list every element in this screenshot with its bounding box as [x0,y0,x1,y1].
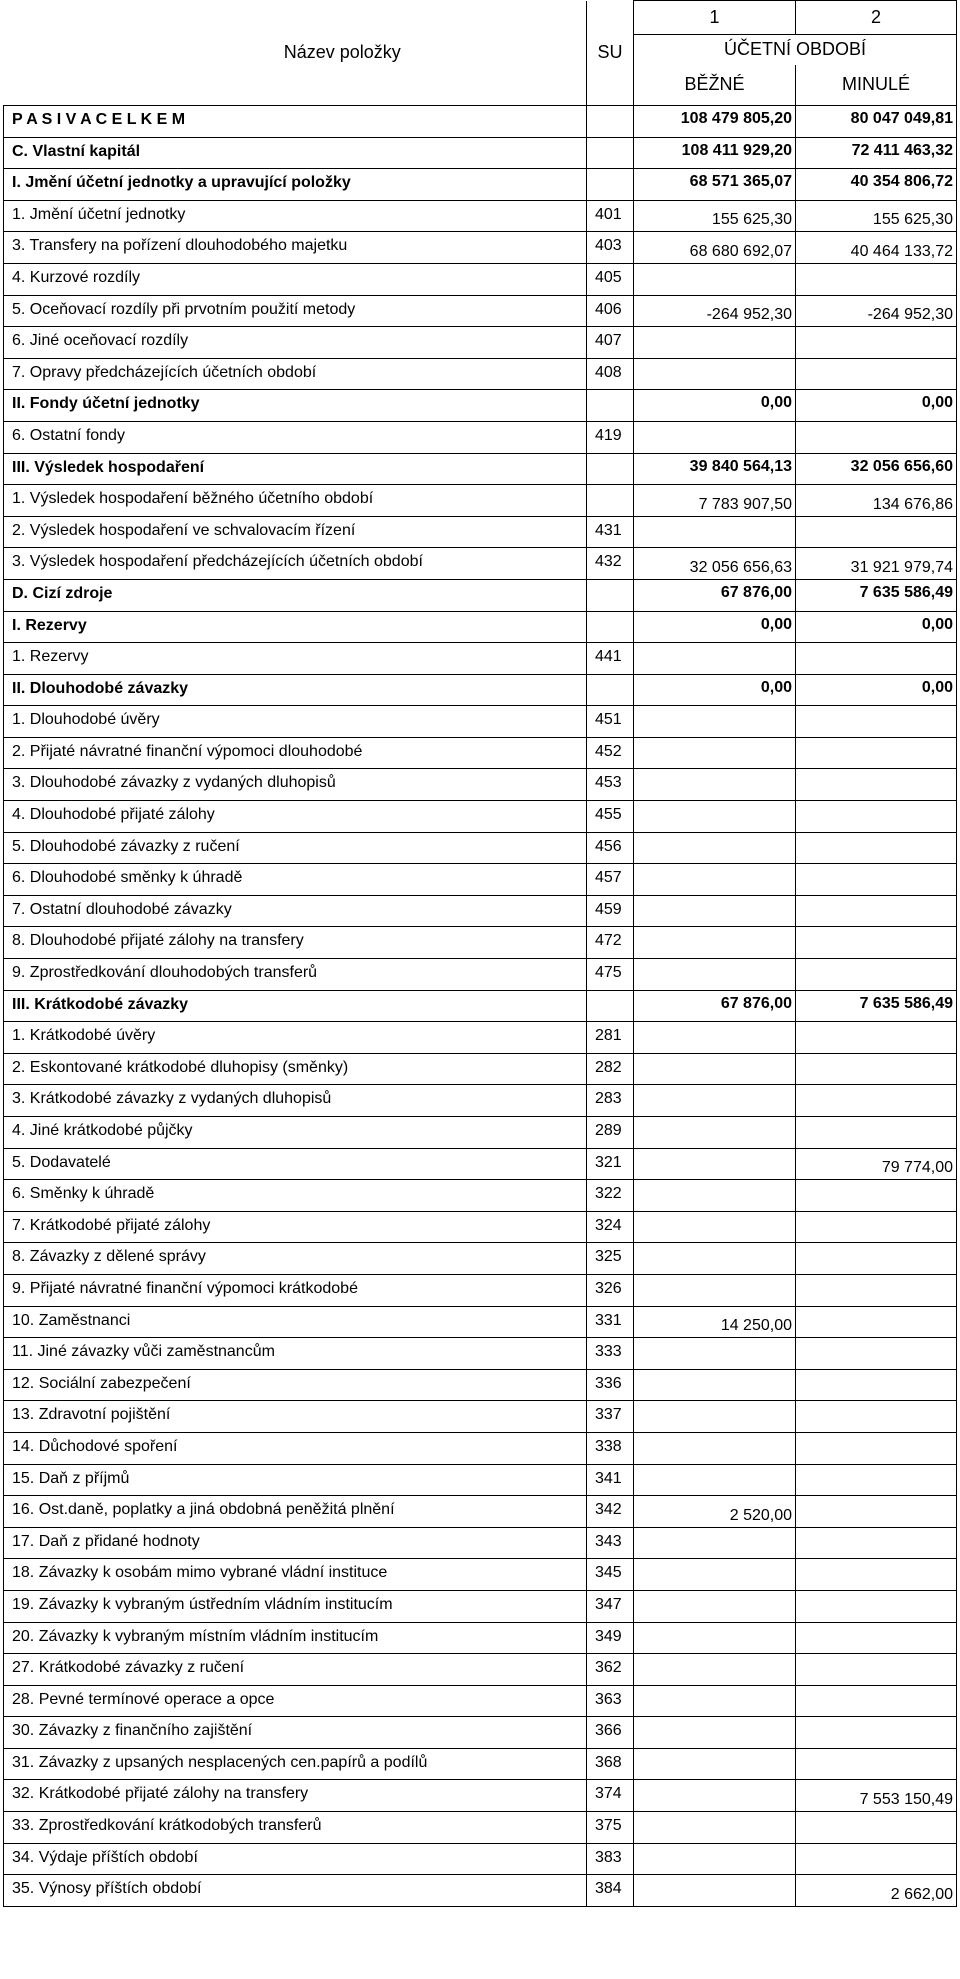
row-su [587,579,634,611]
row-name: 30. Závazky z finančního zajištění [4,1717,587,1749]
row-previous-value [796,1180,957,1212]
row-previous-value [796,1622,957,1654]
table-row [4,1812,957,1844]
row-current-value [634,643,796,675]
row-su [587,611,634,643]
table-row [4,453,957,485]
row-previous-value [796,1022,957,1054]
row-su: 475 [587,959,634,991]
row-su [587,674,634,706]
row-su: 401 [587,200,634,232]
row-previous-value [796,1464,957,1496]
row-name: 3. Dlouhodobé závazky z vydaných dluhopisů [4,769,587,801]
row-su [587,390,634,422]
row-name: 15. Daň z příjmů [4,1464,587,1496]
table-row [4,895,957,927]
table-row [4,1053,957,1085]
row-current-value: 67 876,00 [634,990,796,1022]
row-name: III. Výsledek hospodaření [4,453,587,485]
row-previous-value [796,1685,957,1717]
row-name: 6. Jiné oceňovací rozdíly [4,327,587,359]
row-previous-value [796,1401,957,1433]
row-current-value [634,1432,796,1464]
row-previous-value [796,358,957,390]
table-row [4,864,957,896]
table-row [4,327,957,359]
row-name: I. Rezervy [4,611,587,643]
row-name: 12. Sociální zabezpečení [4,1369,587,1401]
row-name: 10. Zaměstnanci [4,1306,587,1338]
row-current-value [634,1148,796,1180]
row-current-value: -264 952,30 [634,295,796,327]
row-previous-value [796,1338,957,1370]
row-current-value [634,263,796,295]
row-su: 347 [587,1590,634,1622]
table-row [4,990,957,1022]
row-name: 19. Závazky k vybraným ústředním vládním institucím [4,1590,587,1622]
row-previous-value [796,421,957,453]
row-su: 362 [587,1654,634,1686]
row-previous-value [796,643,957,675]
row-su: 321 [587,1148,634,1180]
row-su: 283 [587,1085,634,1117]
row-previous-value [796,1432,957,1464]
row-name: P A S I V A C E L K E M [4,106,587,138]
row-previous-value: 31 921 979,74 [796,548,957,580]
row-name: 13. Zdravotní pojištění [4,1401,587,1433]
row-current-value: 67 876,00 [634,579,796,611]
row-current-value [634,1369,796,1401]
row-previous-value [796,1274,957,1306]
row-name: I. Jmění účetní jednotky a upravující položky [4,169,587,201]
row-current-value [634,421,796,453]
row-su: 326 [587,1274,634,1306]
table-row [4,643,957,675]
row-su: 431 [587,516,634,548]
row-su: 452 [587,737,634,769]
header-col-1: 1 [634,1,796,35]
row-name: 1. Krátkodobé úvěry [4,1022,587,1054]
table-row [4,137,957,169]
row-previous-value: 7 635 586,49 [796,579,957,611]
row-current-value [634,927,796,959]
table-row [4,390,957,422]
row-su: 457 [587,864,634,896]
table-row [4,801,957,833]
row-previous-value [796,1748,957,1780]
row-previous-value: 0,00 [796,611,957,643]
row-name: II. Dlouhodobé závazky [4,674,587,706]
row-name: 32. Krátkodobé přijaté zálohy na transfery [4,1780,587,1812]
row-su: 324 [587,1211,634,1243]
row-current-value: 14 250,00 [634,1306,796,1338]
row-previous-value [796,1717,957,1749]
row-name: II. Fondy účetní jednotky [4,390,587,422]
table-row [4,1148,957,1180]
row-current-value [634,832,796,864]
table-row [4,1401,957,1433]
table-row [4,295,957,327]
row-su: 366 [587,1717,634,1749]
table-row [4,1306,957,1338]
row-su: 405 [587,263,634,295]
row-previous-value: 72 411 463,32 [796,137,957,169]
row-name: 3. Výsledek hospodaření předcházejících účetních období [4,548,587,580]
row-name: 5. Dlouhodobé závazky z ručení [4,832,587,864]
row-previous-value: 0,00 [796,390,957,422]
row-current-value [634,1464,796,1496]
row-name: D. Cizí zdroje [4,579,587,611]
header-item-name [4,1,587,106]
row-su [587,990,634,1022]
row-su [587,106,634,138]
row-current-value [634,1211,796,1243]
liabilities-table [3,0,957,1907]
table-row [4,263,957,295]
row-su: 343 [587,1527,634,1559]
row-previous-value [796,706,957,738]
row-previous-value: 7 635 586,49 [796,990,957,1022]
row-previous-value [796,516,957,548]
table-row [4,1464,957,1496]
row-current-value [634,1243,796,1275]
row-current-value [634,1717,796,1749]
row-current-value [634,1022,796,1054]
table-row [4,1243,957,1275]
row-previous-value [796,1496,957,1528]
row-current-value [634,1274,796,1306]
table-row [4,737,957,769]
row-su: 342 [587,1496,634,1528]
row-previous-value [796,1306,957,1338]
table-row [4,579,957,611]
table-row [4,769,957,801]
table-row [4,1527,957,1559]
row-previous-value: 155 625,30 [796,200,957,232]
row-name: 2. Přijaté návratné finanční výpomoci dlouhodobé [4,737,587,769]
row-su: 337 [587,1401,634,1433]
row-previous-value [796,1211,957,1243]
table-row [4,516,957,548]
row-su: 336 [587,1369,634,1401]
row-name: 20. Závazky k vybraným místním vládním institucím [4,1622,587,1654]
row-current-value: 39 840 564,13 [634,453,796,485]
header-su: SU [587,1,634,106]
row-su: 282 [587,1053,634,1085]
row-name: 11. Jiné závazky vůči zaměstnancům [4,1338,587,1370]
row-su: 406 [587,295,634,327]
table-row [4,1559,957,1591]
row-previous-value [796,1243,957,1275]
table-row [4,1780,957,1812]
row-su: 384 [587,1875,634,1907]
row-previous-value [796,1654,957,1686]
table-row [4,1875,957,1907]
row-name: C. Vlastní kapitál [4,137,587,169]
row-previous-value [796,1117,957,1149]
row-name: 5. Oceňovací rozdíly při prvotním použití metody [4,295,587,327]
row-name: 9. Přijaté návratné finanční výpomoci krátkodobé [4,1274,587,1306]
row-su: 407 [587,327,634,359]
row-previous-value [796,1527,957,1559]
row-name: 6. Ostatní fondy [4,421,587,453]
row-name: 9. Zprostředkování dlouhodobých transferů [4,959,587,991]
row-current-value [634,1780,796,1812]
row-su [587,453,634,485]
row-su: 441 [587,643,634,675]
row-name: III. Krátkodobé závazky [4,990,587,1022]
row-current-value: 2 520,00 [634,1496,796,1528]
table-row [4,674,957,706]
row-current-value: 0,00 [634,390,796,422]
header-item-name-label: Název položky [283,42,401,63]
table-row [4,832,957,864]
row-name: 1. Rezervy [4,643,587,675]
row-previous-value [796,1843,957,1875]
header-previous: MINULÉ [796,65,957,106]
row-name: 5. Dodavatelé [4,1148,587,1180]
table-row [4,1274,957,1306]
row-previous-value: 80 047 049,81 [796,106,957,138]
row-current-value [634,1748,796,1780]
row-su: 281 [587,1022,634,1054]
row-previous-value [796,1085,957,1117]
row-su: 432 [587,548,634,580]
row-current-value [634,1685,796,1717]
row-current-value [634,1053,796,1085]
row-current-value [634,1875,796,1907]
table-row [4,1685,957,1717]
row-name: 33. Zprostředkování krátkodobých transferů [4,1812,587,1844]
row-su: 456 [587,832,634,864]
row-su: 331 [587,1306,634,1338]
row-current-value: 0,00 [634,674,796,706]
row-current-value: 68 571 365,07 [634,169,796,201]
table-row [4,1338,957,1370]
row-name: 34. Výdaje příštích období [4,1843,587,1875]
row-previous-value [796,1812,957,1844]
table-row [4,169,957,201]
row-name: 2. Eskontované krátkodobé dluhopisy (směnky) [4,1053,587,1085]
row-previous-value [796,327,957,359]
row-name: 2. Výsledek hospodaření ve schvalovacím řízení [4,516,587,548]
row-current-value [634,1338,796,1370]
row-su: 451 [587,706,634,738]
table-row [4,232,957,264]
row-current-value [634,1812,796,1844]
row-current-value: 108 411 929,20 [634,137,796,169]
row-su: 363 [587,1685,634,1717]
table-row [4,1432,957,1464]
row-current-value: 155 625,30 [634,200,796,232]
row-previous-value: 40 464 133,72 [796,232,957,264]
row-current-value [634,769,796,801]
row-su: 375 [587,1812,634,1844]
table-row [4,1843,957,1875]
row-previous-value [796,1590,957,1622]
row-current-value [634,1590,796,1622]
row-name: 4. Jiné krátkodobé půjčky [4,1117,587,1149]
table-row [4,106,957,138]
row-name: 27. Krátkodobé závazky z ručení [4,1654,587,1686]
row-name: 8. Závazky z dělené správy [4,1243,587,1275]
table-row [4,1180,957,1212]
row-su: 455 [587,801,634,833]
row-current-value [634,1180,796,1212]
table-row [4,1748,957,1780]
row-su: 419 [587,421,634,453]
row-name: 17. Daň z přidané hodnoty [4,1527,587,1559]
table-row [4,1369,957,1401]
row-su: 408 [587,358,634,390]
row-su: 368 [587,1748,634,1780]
row-current-value [634,1085,796,1117]
table-row [4,200,957,232]
row-current-value [634,1559,796,1591]
table-row [4,927,957,959]
row-previous-value: -264 952,30 [796,295,957,327]
row-su [587,485,634,517]
row-name: 28. Pevné termínové operace a opce [4,1685,587,1717]
row-current-value [634,801,796,833]
row-su: 403 [587,232,634,264]
row-previous-value [796,737,957,769]
table-body [4,1,957,1907]
header-row-numbers [4,1,957,35]
row-name: 16. Ost.daně, poplatky a jiná obdobná peněžitá plnění [4,1496,587,1528]
row-current-value [634,1117,796,1149]
row-name: 18. Závazky k osobám mimo vybrané vládní instituce [4,1559,587,1591]
table-row [4,611,957,643]
row-current-value [634,1401,796,1433]
table-row [4,959,957,991]
row-previous-value: 2 662,00 [796,1875,957,1907]
header-period: ÚČETNÍ OBDOBÍ [634,35,957,65]
row-previous-value: 79 774,00 [796,1148,957,1180]
row-current-value [634,737,796,769]
row-su: 345 [587,1559,634,1591]
row-current-value: 32 056 656,63 [634,548,796,580]
row-current-value [634,327,796,359]
row-name: 7. Opravy předcházejících účetních období [4,358,587,390]
row-previous-value [796,1053,957,1085]
row-previous-value: 40 354 806,72 [796,169,957,201]
row-current-value: 7 783 907,50 [634,485,796,517]
row-current-value [634,358,796,390]
row-name: 7. Krátkodobé přijaté zálohy [4,1211,587,1243]
row-name: 8. Dlouhodobé přijaté zálohy na transfery [4,927,587,959]
row-current-value: 108 479 805,20 [634,106,796,138]
table-row [4,485,957,517]
row-name: 35. Výnosy příštích období [4,1875,587,1907]
row-name: 1. Jmění účetní jednotky [4,200,587,232]
table-row [4,1085,957,1117]
row-current-value [634,959,796,991]
table-row [4,548,957,580]
table-row [4,358,957,390]
row-current-value [634,1654,796,1686]
row-su [587,169,634,201]
table-row [4,706,957,738]
row-name: 4. Dlouhodobé přijaté zálohy [4,801,587,833]
row-previous-value [796,895,957,927]
header-current: BĚŽNÉ [634,65,796,106]
row-current-value [634,864,796,896]
row-su: 341 [587,1464,634,1496]
row-current-value [634,895,796,927]
row-previous-value [796,1369,957,1401]
row-su: 338 [587,1432,634,1464]
row-su: 322 [587,1180,634,1212]
row-su: 459 [587,895,634,927]
row-current-value [634,706,796,738]
row-su: 383 [587,1843,634,1875]
row-previous-value [796,864,957,896]
row-previous-value: 134 676,86 [796,485,957,517]
row-name: 3. Transfery na pořízení dlouhodobého majetku [4,232,587,264]
row-previous-value [796,1559,957,1591]
row-name: 4. Kurzové rozdíly [4,263,587,295]
row-previous-value [796,927,957,959]
row-previous-value: 32 056 656,60 [796,453,957,485]
row-current-value [634,1843,796,1875]
row-current-value: 0,00 [634,611,796,643]
table-row [4,1654,957,1686]
row-current-value: 68 680 692,07 [634,232,796,264]
table-row [4,1022,957,1054]
row-name: 14. Důchodové spoření [4,1432,587,1464]
row-su: 289 [587,1117,634,1149]
row-previous-value [796,801,957,833]
row-name: 31. Závazky z upsaných nesplacených cen.papírů a podílů [4,1748,587,1780]
row-name: 6. Dlouhodobé směnky k úhradě [4,864,587,896]
row-su: 333 [587,1338,634,1370]
table-row [4,1717,957,1749]
table-row [4,1496,957,1528]
table-row [4,1211,957,1243]
row-name: 7. Ostatní dlouhodobé závazky [4,895,587,927]
row-previous-value [796,959,957,991]
row-previous-value: 7 553 150,49 [796,1780,957,1812]
row-su: 349 [587,1622,634,1654]
row-previous-value [796,263,957,295]
row-su: 472 [587,927,634,959]
row-previous-value: 0,00 [796,674,957,706]
row-su: 453 [587,769,634,801]
row-name: 1. Výsledek hospodaření běžného účetního období [4,485,587,517]
table-row [4,1590,957,1622]
row-su [587,137,634,169]
row-su: 374 [587,1780,634,1812]
header-col-2: 2 [796,1,957,35]
row-name: 1. Dlouhodobé úvěry [4,706,587,738]
row-current-value [634,516,796,548]
table-row [4,1117,957,1149]
row-current-value [634,1622,796,1654]
row-name: 3. Krátkodobé závazky z vydaných dluhopisů [4,1085,587,1117]
row-previous-value [796,832,957,864]
table-row [4,1622,957,1654]
row-current-value [634,1527,796,1559]
row-su: 325 [587,1243,634,1275]
table-row [4,421,957,453]
row-previous-value [796,769,957,801]
row-name: 6. Směnky k úhradě [4,1180,587,1212]
